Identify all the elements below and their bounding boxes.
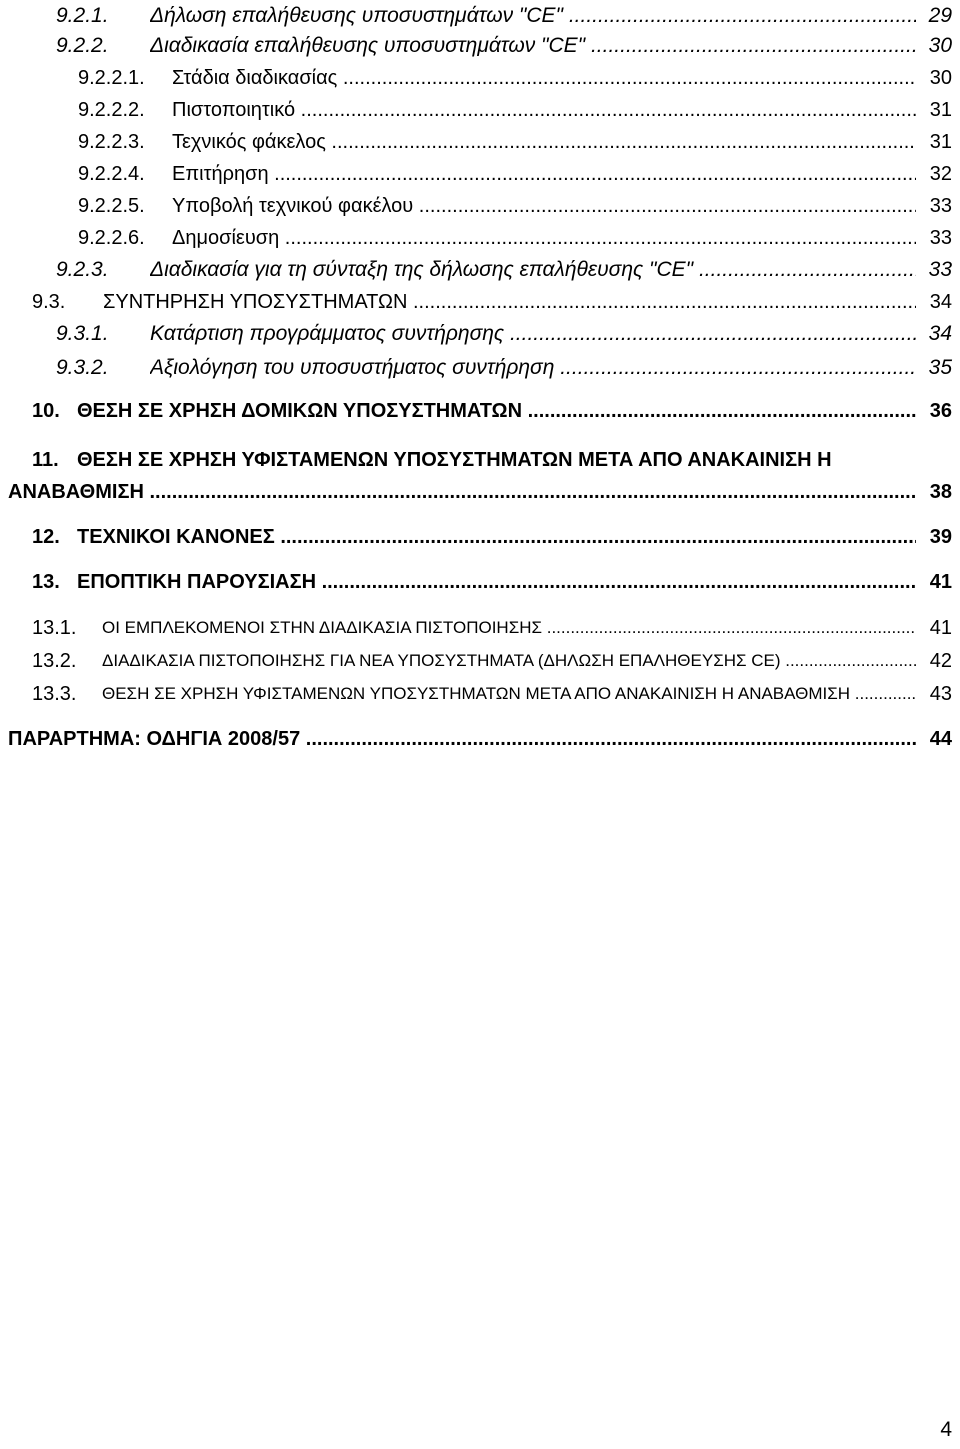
- toc-entry-page: 38: [929, 481, 952, 503]
- toc-entry-number: 10.: [32, 400, 60, 422]
- toc-entry-number: 11.: [32, 449, 59, 471]
- toc-entry[interactable]: [0, 94, 960, 126]
- toc-entry[interactable]: [0, 286, 960, 318]
- toc-entry-title: Στάδια διαδικασίας .....: [172, 62, 916, 94]
- toc-entry-page: 33: [928, 258, 952, 281]
- toc-entry-title: ΠΑΡΑΡΤΗΜΑ: ΟΔΗΓΙΑ 2008/57 .....: [8, 723, 916, 755]
- toc-entry-number: 9.2.3.: [56, 258, 109, 281]
- toc-entry-number: 13.: [32, 571, 60, 593]
- toc-entry-page: 30: [929, 67, 952, 89]
- toc-entry-page: 34: [928, 322, 952, 345]
- toc-entry-page: 31: [929, 99, 952, 121]
- toc-entry[interactable]: [0, 222, 960, 254]
- toc-entry-number: 9.2.2.5.: [78, 195, 145, 217]
- toc-entry-page: 42: [929, 650, 952, 672]
- toc-entry-title: Τεχνικός φάκελος .....: [172, 126, 916, 158]
- toc-entry-number: 9.3.: [32, 291, 66, 313]
- toc-entry-page: 35: [928, 356, 952, 379]
- toc-entry-number: 13.3.: [32, 683, 77, 705]
- toc-entry-title: ΘΕΣΗ ΣΕ ΧΡΗΣΗ ΥΦΙΣΤΑΜΕΝΩΝ ΥΠΟΣΥΣΤΗΜΑΤΩΝ ΜΕΤΑ ΑΠΟ ΑΝΑΚΑΙΝΙΣΗ Η ΑΝΑΒΑΘΜΙΣΗ .....: [102, 678, 916, 710]
- toc-entry-page: 32: [929, 163, 952, 185]
- toc-entry-title: Δημοσίευση .....: [172, 222, 916, 254]
- toc-entry-page: 44: [929, 728, 952, 750]
- toc-entry-number: 9.2.2.2.: [78, 99, 145, 121]
- toc-entry-number: 9.2.2.4.: [78, 163, 145, 185]
- toc-entry-title: ΕΠΟΠΤΙΚΗ ΠΑΡΟΥΣΙΑΣΗ .....: [77, 566, 916, 598]
- toc-entry-page: 31: [929, 131, 952, 153]
- toc-entry[interactable]: [0, 678, 960, 710]
- toc-entry-page: 36: [929, 400, 952, 422]
- toc-entry-title: ΘΕΣΗ ΣΕ ΧΡΗΣΗ ΥΦΙΣΤΑΜΕΝΩΝ ΥΠΟΣΥΣΤΗΜΑΤΩΝ ΜΕΤΑ ΑΠΟ ΑΝΑΚΑΙΝΙΣΗ Η: [77, 449, 832, 471]
- toc-entry-page: 33: [929, 227, 952, 249]
- toc-entry-title: Πιστοποιητικό .....: [172, 94, 916, 126]
- toc-entry[interactable]: [0, 395, 960, 427]
- toc-entry-title: ΘΕΣΗ ΣΕ ΧΡΗΣΗ ΔΟΜΙΚΩΝ ΥΠΟΣΥΣΤΗΜΑΤΩΝ .....: [77, 395, 916, 427]
- toc-entry-title: ΣΥΝΤΗΡΗΣΗ ΥΠΟΣΥΣΤΗΜΑΤΩΝ .....: [103, 286, 916, 318]
- toc-entry[interactable]: [0, 62, 960, 94]
- toc-entry[interactable]: [0, 566, 960, 598]
- toc-entry-page: 29: [928, 4, 952, 27]
- toc-entry-number: 9.3.1.: [56, 322, 109, 345]
- toc-entry-page: 41: [929, 571, 952, 593]
- toc-entry-title: Αξιολόγηση του υποσυστήματος συντήρηση .....: [150, 352, 916, 384]
- toc-entry[interactable]: [0, 30, 960, 62]
- toc-entry-number: 13.1.: [32, 617, 77, 639]
- toc-entry-page: 39: [929, 526, 952, 548]
- toc-entry-page: 43: [929, 683, 952, 705]
- toc-entry-number: 12.: [32, 526, 60, 548]
- toc-entry[interactable]: [0, 254, 960, 286]
- toc-entry[interactable]: [0, 318, 960, 350]
- toc-entry[interactable]: [0, 612, 960, 644]
- toc-entry-number: 9.2.2.1.: [78, 67, 145, 89]
- toc-entry[interactable]: [0, 0, 960, 32]
- toc-entry[interactable]: [0, 723, 960, 755]
- toc-entry[interactable]: [0, 444, 960, 474]
- page-number: 4: [940, 1418, 952, 1441]
- toc-entry-title: ΤΕΧΝΙΚΟΙ ΚΑΝΟΝΕΣ .....: [77, 521, 916, 553]
- toc-entry-number: 9.2.2.6.: [78, 227, 145, 249]
- toc-entry-page: 30: [928, 34, 952, 57]
- toc-entry-page: 33: [929, 195, 952, 217]
- toc-entry-title: Υποβολή τεχνικού φακέλου .....: [172, 190, 916, 222]
- toc-entry[interactable]: [0, 126, 960, 158]
- toc-entry[interactable]: [0, 645, 960, 677]
- toc-entry-title: ΔΙΑΔΙΚΑΣΙΑ ΠΙΣΤΟΠΟΙΗΣΗΣ ΓΙΑ ΝΕΑ ΥΠΟΣΥΣΤΗΜΑΤΑ (ΔΗΛΩΣΗ ΕΠΑΛΗΘΕΥΣΗΣ CE) .....: [102, 645, 916, 677]
- toc-entry-number: 9.2.2.3.: [78, 131, 145, 153]
- toc-entry-title: Διαδικασία για τη σύνταξη της δήλωσης επαλήθευσης "CE" .....: [150, 254, 916, 286]
- toc-entry-title: Διαδικασία επαλήθευσης υποσυστημάτων "CE" .....: [150, 30, 916, 62]
- toc-entry-title: Κατάρτιση προγράμματος συντήρησης .....: [150, 318, 916, 350]
- toc-entry-number: 13.2.: [32, 650, 77, 672]
- toc-entry-title: Επιτήρηση .....: [172, 158, 916, 190]
- toc-entry-page: 34: [929, 291, 952, 313]
- toc-entry-page: 41: [929, 617, 952, 639]
- toc-entry-title: ΟΙ ΕΜΠΛΕΚΟΜΕΝΟΙ ΣΤΗΝ ΔΙΑΔΙΚΑΣΙΑ ΠΙΣΤΟΠΟΙΗΣΗΣ .....: [102, 612, 916, 644]
- toc-entry-number: 9.2.2.: [56, 34, 109, 57]
- toc-entry[interactable]: [0, 190, 960, 222]
- toc-entry-title-continued: ΑΝΑΒΑΘΜΙΣΗ .....: [8, 476, 916, 508]
- toc-entry[interactable]: [0, 352, 960, 384]
- toc-entry-number: 9.3.2.: [56, 356, 109, 379]
- toc-entry[interactable]: [0, 521, 960, 553]
- toc-entry-continuation[interactable]: [0, 476, 960, 508]
- toc-entry-title: Δήλωση επαλήθευσης υποσυστημάτων "CE" .....: [150, 0, 916, 32]
- toc-entry-number: 9.2.1.: [56, 4, 109, 27]
- toc-entry[interactable]: [0, 158, 960, 190]
